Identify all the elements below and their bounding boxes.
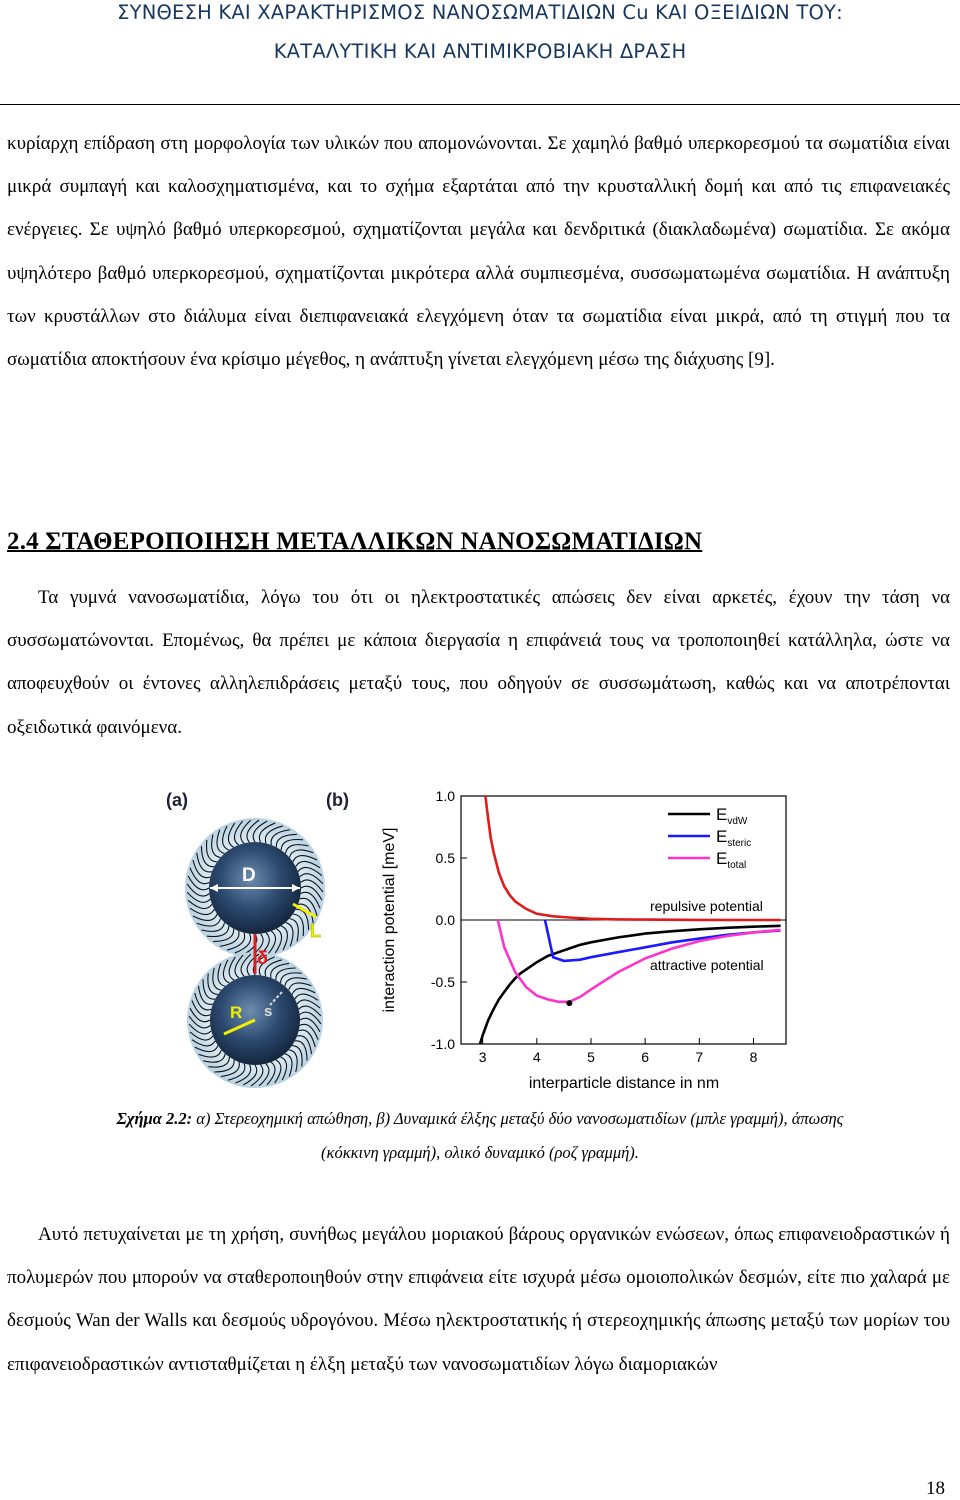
- chart-legend: [668, 805, 751, 871]
- body-paragraph-2: Τα γυμνά νανοσωματίδια, λόγω του ότι οι ηλεκτροστατικές απώσεις δεν είναι αρκετές, έχουν την τάση να συσσωματώνονται. Επομένως, θα πρέπει με κάποια διεργασία η επιφάνειά τους να τροποποιηθεί κατάλληλα, ώστε να αποφευχθούν οι έντονες αλληλεπιδράσεις μεταξύ τους, που οδηγούν σε συσσωμάτωση, καθώς και να αποτρέπονται οξειδωτικά φαινόμενα.: [7, 587, 950, 738]
- figure-2-2: [158, 784, 798, 1100]
- panel-a-label: (a): [166, 790, 188, 810]
- figure-svg: [158, 784, 798, 1100]
- y-tick-label: 0.5: [435, 850, 455, 866]
- y-axis-label: interaction potential [meV]: [381, 827, 398, 1013]
- body-paragraph-1: κυρίαρχη επίδραση στη μορφολογία των υλικών που απομονώνονται. Σε χαμηλό βαθμό υπερκορεσμού τα σωματίδια είναι μικρά συμπαγή και καλοσχηματισμένα, και το σχήμα εξαρτάται από την κρυσταλλική δομή και από τις επιφανειακές ενέργειες. Σε υψηλό βαθμό υπερκορεσμού, σχηματίζονται μεγάλα και δενδριτικά (διακλαδωμένα) σωματίδια. Σε ακόμα υψηλότερο βαθμό υπερκορεσμού, σχηματίζονται μικρότερα αλλά συμπιεσμένα, συσσωματωμένα σωματίδια. Η ανάπτυξη των κρυστάλλων στο διάλυμα είναι διεπιφανειακά ελεγχόμενη όταν τα σωματίδια είναι μικρά, από τη στιγμή που τα σωματίδια αποκτήσουν ένα κρίσιμο μέγεθος, η ανάπτυξη γίνεται ελεγχόμενη μέσω της διάχυσης [9].: [7, 133, 950, 371]
- x-tick-label: 7: [695, 1049, 704, 1065]
- caption-lead: Σχήμα 2.2:: [116, 1109, 193, 1128]
- header-title-line-2: ΚΑΤΑΛΥΤΙΚΗ ΚΑΙ ΑΝΤΙΜΙΚΡΟΒΙΑΚΗ ΔΡΑΣΗ: [273, 40, 687, 63]
- x-axis-label: interparticle distance in nm: [528, 1075, 720, 1092]
- section-heading: 2.4 ΣΤΑΘΕΡΟΠΟΙΗΣΗ ΜΕΤΑΛΛΙΚΩΝ ΝΑΝΟΣΩΜΑΤΙΔΙΩΝ: [7, 528, 703, 555]
- running-header: [0, 0, 960, 78]
- y-tick-label: 0.0: [435, 912, 455, 928]
- caption-text-1: α) Στερεοχημική απώθηση, β) Δυναμικά έλξης μεταξύ δύο νανοσωματιδίων (μπλε γραμμή), άπωσης: [192, 1109, 844, 1128]
- x-tick-label: 3: [478, 1049, 487, 1065]
- y-tick-label: 1.0: [435, 788, 455, 804]
- x-axis-ticks: [479, 1038, 758, 1065]
- legend-label: $E_{steric}$: [716, 827, 752, 849]
- gap-label: δ: [257, 948, 268, 968]
- header-divider: [0, 104, 960, 105]
- x-tick-label: 8: [749, 1049, 758, 1065]
- legend-subscript: vdW: [727, 816, 748, 827]
- radius-label: R: [230, 1003, 243, 1022]
- body-paragraph-3: Αυτό πετυχαίνεται με τη χρήση, συνήθως μεγάλου μοριακού βάρους οργανικών ενώσεων, όπως επιφανειοδραστικών ή πολυμερών που μπορούν να σταθεροποιηθούν στην επιφάνεια είτε ισχυρά μέσω ομοιοπολικών δεσμών, είτε πιο χαλαρά με δεσμούς Wan der Walls και δεσμούς υδρογόνου. Μέσω ηλεκτροστατικής ή στερεοχημικής άπωσης μεταξύ των μορίων του επιφανειοδραστικών αντισταθμίζεται η έλξη μεταξύ των νανοσωματιδίων λόγω διαμοριακών: [7, 1224, 950, 1375]
- page-number: 18: [926, 1478, 945, 1499]
- legend-label: $E_{total}$: [716, 849, 747, 871]
- ligand-length-label: L: [310, 921, 321, 941]
- legend-subscript: steric: [727, 838, 752, 849]
- x-tick-label: 4: [532, 1049, 541, 1065]
- potential-chart: [381, 788, 786, 1092]
- repulsive-annotation: repulsive potential: [650, 898, 763, 914]
- minimum-marker: [566, 1000, 572, 1006]
- figure-caption-line-1: [0, 1109, 960, 1129]
- diameter-label: D: [242, 865, 256, 886]
- panel-b-label: (b): [326, 790, 349, 810]
- x-tick-label: 6: [641, 1049, 650, 1065]
- y-tick-label: -1.0: [430, 1036, 455, 1052]
- attractive-annotation: attractive potential: [650, 957, 764, 973]
- separation-label: s: [264, 1003, 273, 1020]
- header-title-line-1: ΣΥΝΘΕΣΗ ΚΑΙ ΧΑΡΑΚΤΗΡΙΣΜΟΣ ΝΑΝΟΣΩΜΑΤΙΔΙΩΝ Cu ΚΑΙ ΟΞΕΙΔΙΩΝ ΤΟΥ:: [117, 1, 843, 24]
- x-tick-label: 5: [587, 1049, 595, 1065]
- legend-label: $E_{vdW}$: [716, 805, 748, 827]
- figure-caption-line-2: (κόκκινη γραμμή), ολικό δυναμικό (ροζ γραμμή).: [321, 1143, 639, 1162]
- y-tick-label: -0.5: [430, 974, 455, 990]
- legend-subscript: total: [727, 860, 747, 871]
